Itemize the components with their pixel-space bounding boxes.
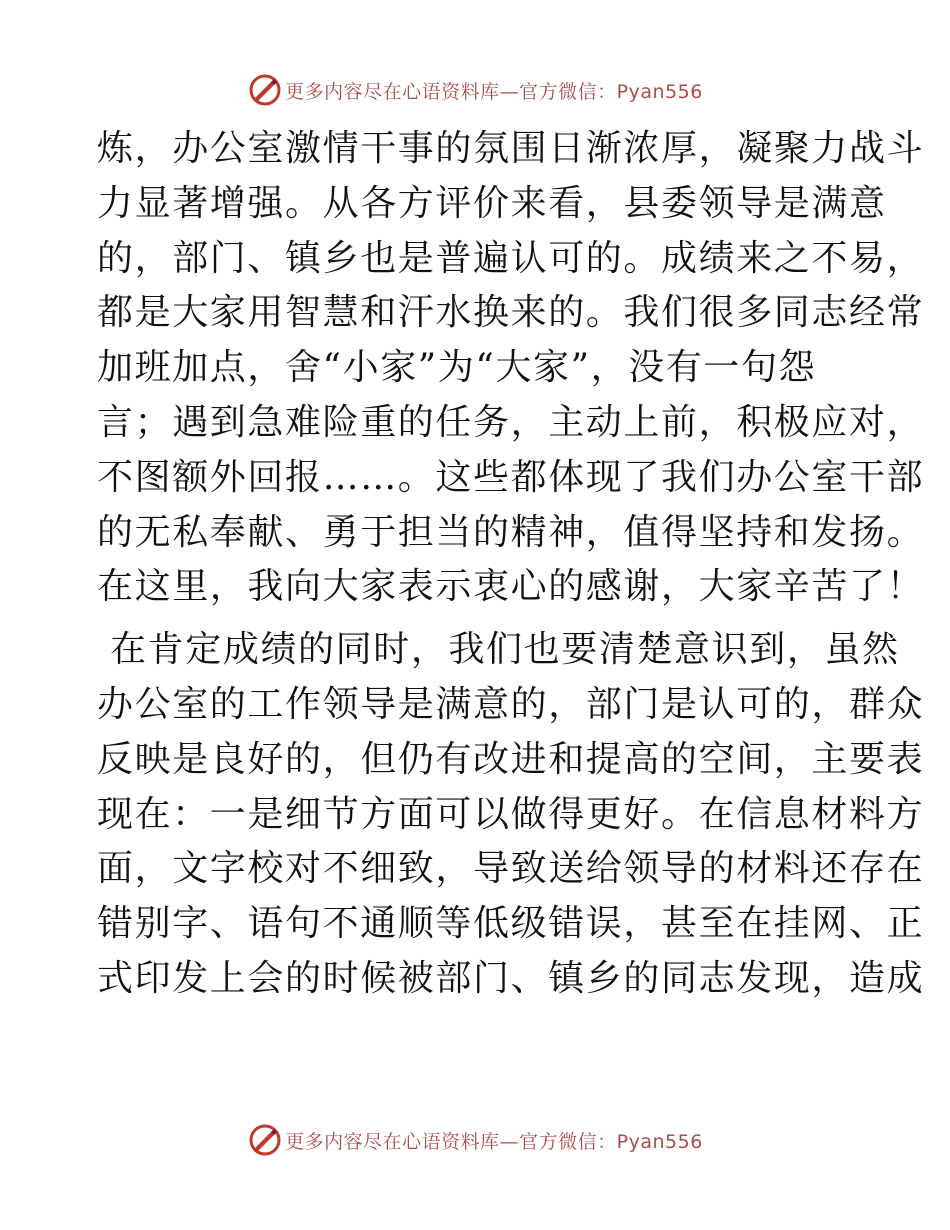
text-line: 都是大家用智慧和汗水换来的。我们很多同志经常 — [97, 292, 925, 334]
footer-banner-text — [285, 1127, 703, 1154]
text-line: 办公室的工作领导是满意的，部门是认可的，群众 — [97, 683, 925, 725]
document-body — [97, 122, 925, 1007]
paragraph — [97, 623, 925, 1007]
text-line: 炼，办公室激情干事的氛围日渐浓厚，凝聚力战斗 — [97, 128, 925, 169]
header-banner-text — [285, 77, 703, 104]
text-line: 面，文字校对不细致，导致送给领导的材料还存在 — [97, 848, 925, 890]
footer-banner-contact: Pyan556 — [616, 1130, 703, 1153]
text-line: 在肯定成绩的同时，我们也要清楚意识到，虽然 — [97, 629, 900, 671]
text-line: 反映是良好的，但仍有改进和提高的空间，主要表 — [97, 738, 925, 780]
paragraph-gap — [97, 615, 857, 623]
paragraph — [97, 122, 925, 615]
text-line: 言；遇到急难险重的任务，主动上前，积极应对， — [97, 401, 925, 443]
text-line: 不图额外回报……。这些都体现了我们办公室干部 — [97, 456, 925, 498]
header-banner-contact: Pyan556 — [616, 80, 703, 103]
pen-logo-icon — [247, 1122, 283, 1158]
header-banner — [0, 70, 950, 110]
text-line: 的无私奉献、勇于担当的精神，值得坚持和发扬。 — [97, 511, 925, 553]
text-line: 力显著增强。从各方评价来看，县委领导是满意 — [97, 182, 887, 224]
text-line: 现在：一是细节方面可以做得更好。在信息材料方 — [97, 793, 925, 835]
text-line: 错别字、语句不通顺等低级错误，甚至在挂网、正 — [97, 903, 925, 945]
footer-banner-label: 更多内容尽在心语资料库—官方微信： — [285, 1130, 617, 1153]
text-line: 式印发上会的时候被部门、镇乡的同志发现，造成 — [97, 957, 925, 999]
header-banner-label: 更多内容尽在心语资料库—官方微信： — [285, 80, 617, 103]
text-line: 在这里，我向大家表示衷心的感谢，大家辛苦了！ — [97, 566, 925, 608]
pen-logo-icon — [247, 72, 283, 108]
text-line: 的，部门、镇乡也是普遍认可的。成绩来之不易， — [97, 237, 925, 279]
footer-banner — [0, 1120, 950, 1160]
text-line: 加班加点，舍“小家”为“大家”，没有一句怨 — [97, 347, 817, 389]
